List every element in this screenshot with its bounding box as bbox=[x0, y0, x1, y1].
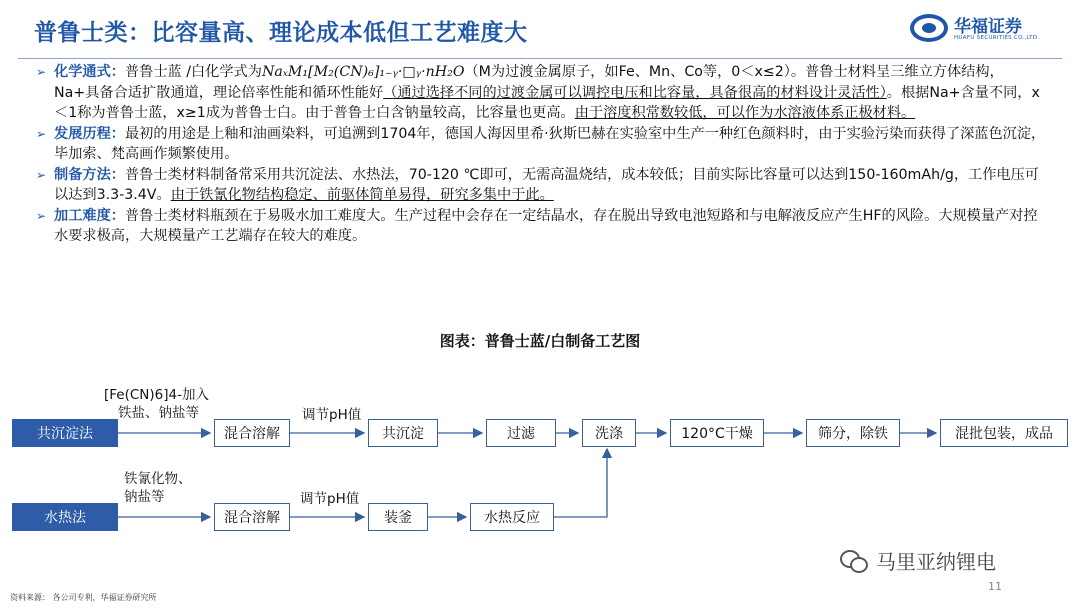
bullet-key: 制备方法： bbox=[54, 166, 125, 183]
method-box-coprecipitation: 共沉淀法 bbox=[12, 419, 118, 447]
step-box: 混合溶解 bbox=[214, 503, 290, 531]
logo-english-name: HUAFU SECURITIES CO.,LTD. bbox=[954, 35, 1040, 41]
reagent-label-line: 铁盐、钠盐等 bbox=[118, 405, 199, 421]
arrow-bullet-icon: ➢ bbox=[36, 208, 47, 223]
step-box: 过滤 bbox=[486, 419, 556, 447]
method-box-hydrothermal: 水热法 bbox=[12, 503, 118, 531]
ph-label: 调节pH值 bbox=[302, 407, 362, 423]
underlined-text: （通过选择不同的过渡金属可以调控电压和比容量，具备很高的材料设计灵活性） bbox=[383, 84, 887, 101]
arrow-bullet-icon: ➢ bbox=[36, 65, 47, 79]
step-box: 筛分，除铁 bbox=[806, 419, 900, 447]
reagent-label-line: 钠盐等 bbox=[124, 489, 165, 505]
reagent-label bbox=[124, 470, 192, 506]
reagent-label bbox=[104, 386, 244, 422]
underlined-text: 由于铁氰化物结构稳定、前驱体简单易得，研究多集中于此。 bbox=[170, 187, 554, 203]
step-box: 共沉淀 bbox=[368, 419, 438, 447]
arrow-bullet-icon: ➢ bbox=[36, 167, 47, 182]
bullet-text: 普鲁士类材料瓶颈在于易吸水加工难度大。生产过程中会存在一定结晶水，存在脱出导致电池短路和与电解液反应产生HF的风险。大规模量产对控水要求极高，大规模量产工艺端存在较大的难度。 bbox=[54, 207, 1038, 244]
ph-label: 调节pH值 bbox=[300, 491, 360, 507]
reagent-label-line: [Fe(CN)6]4-加入 bbox=[104, 387, 209, 403]
logo-name: 华福证券 bbox=[954, 17, 1022, 37]
watermark-text: 马里亚纳锂电 bbox=[876, 550, 996, 574]
underlined-text: 由于溶度积常数较低，可以作为水溶液体系正极材料。 bbox=[574, 105, 916, 121]
bullet-text: 最初的用途是上釉和油画染料，可追溯到1704年，德国人海因里希·狄斯巴赫在实验室中生产一种红色颜料时，由于实验污染而获得了深蓝色沉淀，毕加索、梵高画作频繁使用。 bbox=[54, 125, 1046, 162]
wechat-icon bbox=[840, 550, 868, 572]
step-box: 水热反应 bbox=[470, 503, 554, 531]
watermark bbox=[840, 546, 996, 575]
chemical-formula: NaₓM₁[M₂(CN)₆]₁₋ᵧ·□ᵧ·nH₂O bbox=[261, 64, 465, 80]
bullet-key: 化学通式： bbox=[54, 64, 125, 80]
bullet-text: 普鲁士蓝 /白化学式为 bbox=[124, 64, 262, 80]
bullet-text: 普鲁士类材料制备常采用共沉淀法、水热法，70-120 ℃即可，无需高温烧结，成本较低；目前实际比容量可以达到150-160mAh/g，工作电压可以达到3.3-3.4V。 bbox=[54, 166, 1039, 203]
bullet-key: 发展历程： bbox=[54, 125, 125, 142]
bullet-text: 。根据Na+含量不同，x＜1称为普鲁士蓝，x≥1成为普鲁士白。由于普鲁士白含钠量较高，比容量也更高。 bbox=[54, 84, 1040, 121]
step-box: 洗涤 bbox=[582, 419, 636, 447]
step-box: 混合溶解 bbox=[214, 419, 290, 447]
figure-title: 图表：普鲁士蓝/白制备工艺图 bbox=[439, 332, 641, 350]
page-title: 普鲁士类：比容量高、理论成本低但工艺难度大 bbox=[34, 20, 528, 46]
step-box: 装釜 bbox=[368, 503, 428, 531]
arrow-bullet-icon: ➢ bbox=[36, 126, 47, 141]
step-box: 120°C干燥 bbox=[670, 419, 764, 447]
bullet-text: （M为过渡金属原子，如Fe、Mn、Co等，0＜x≤2）。普鲁士材料呈三维立方体结构，Na+具备合适扩散通道，理论倍率性能和循环性能好 bbox=[54, 64, 1004, 101]
step-box: 混批包装，成品 bbox=[940, 419, 1068, 447]
bullet-key: 加工难度： bbox=[54, 207, 125, 224]
reagent-label-line: 铁氰化物、 bbox=[124, 471, 192, 487]
source-note: 资料来源： 各公司专利，华福证券研究所 bbox=[10, 593, 157, 602]
page-number: 11 bbox=[988, 580, 1002, 593]
